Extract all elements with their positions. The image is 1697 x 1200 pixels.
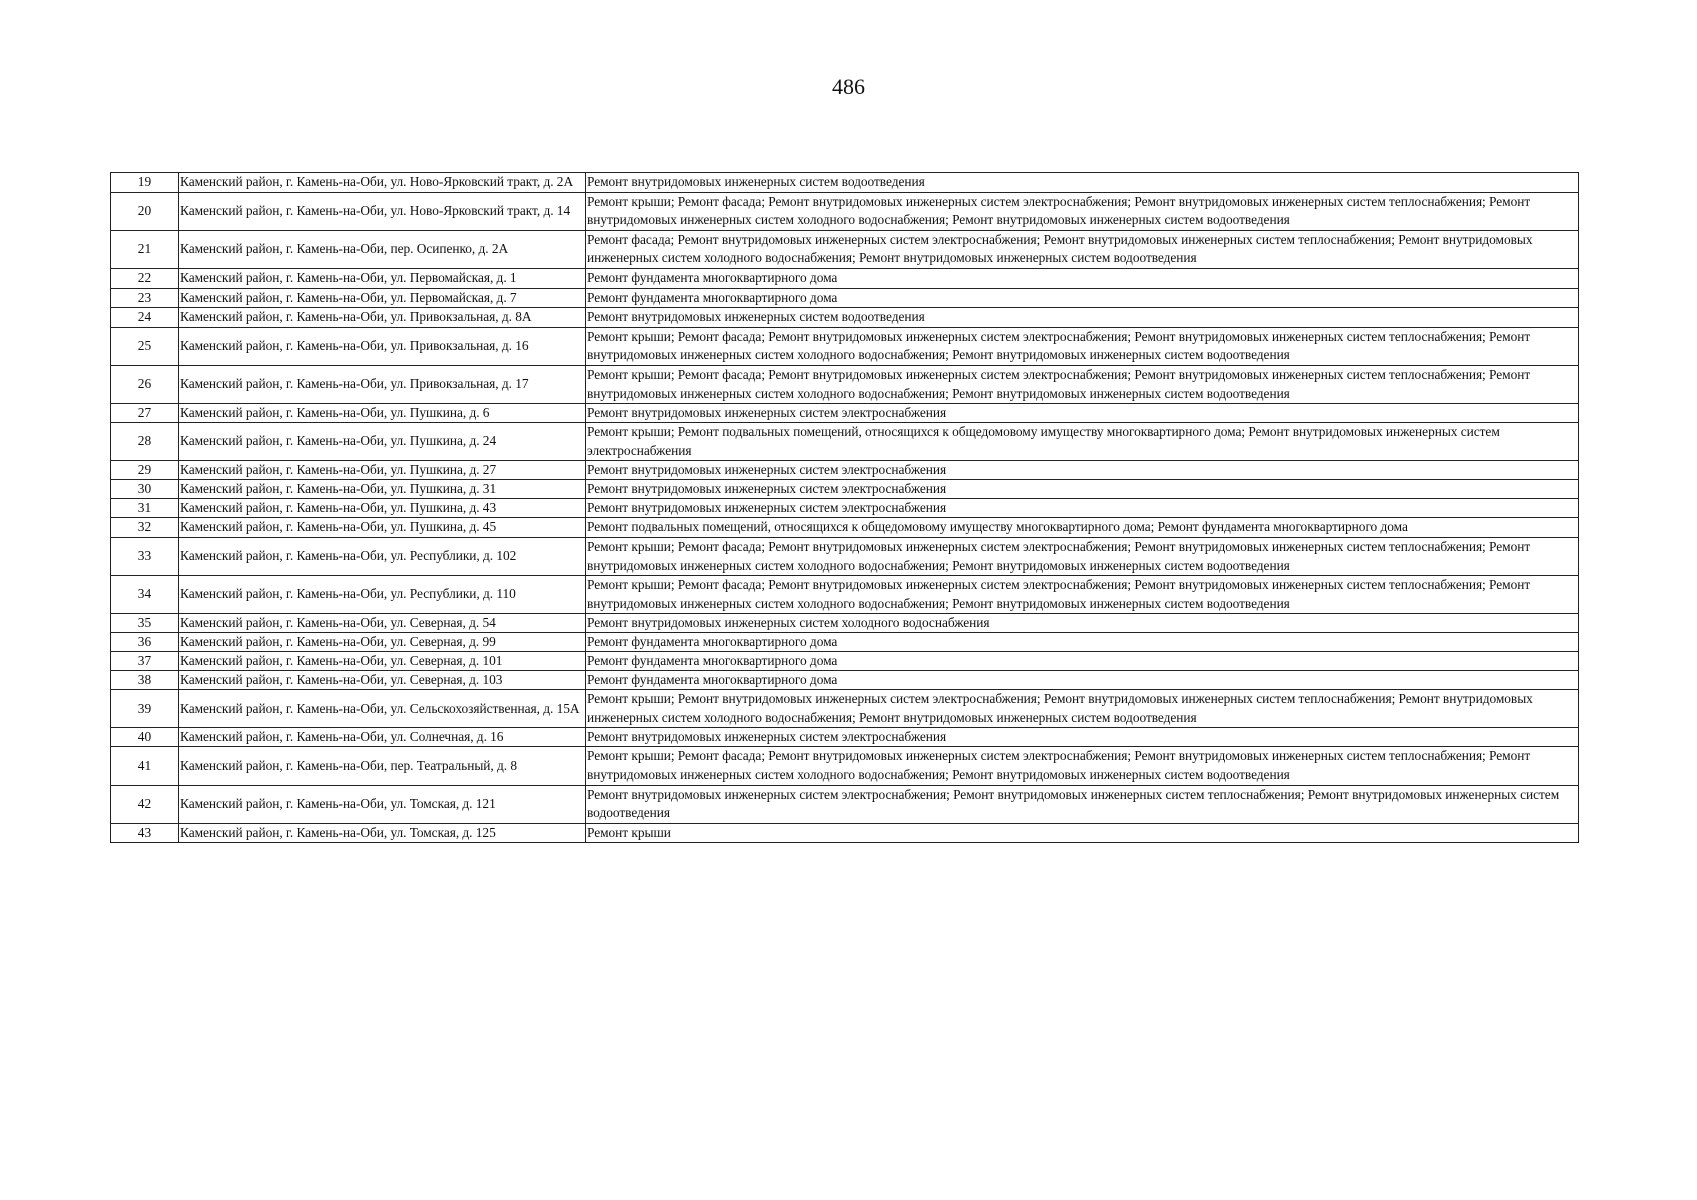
address-cell: Каменский район, г. Камень-на-Оби, ул. Пушкина, д. 43 bbox=[179, 499, 586, 518]
table-row bbox=[111, 747, 1579, 785]
row-number-cell: 37 bbox=[111, 652, 179, 671]
address-cell: Каменский район, г. Камень-на-Оби, ул. Привокзальная, д. 16 bbox=[179, 327, 586, 365]
works-cell: Ремонт внутридомовых инженерных систем холодного водоснабжения bbox=[586, 614, 1579, 633]
row-number-cell: 19 bbox=[111, 173, 179, 193]
row-number-cell: 30 bbox=[111, 480, 179, 499]
address-cell: Каменский район, г. Камень-на-Оби, пер. Театральный, д. 8 bbox=[179, 747, 586, 785]
address-cell: Каменский район, г. Камень-на-Оби, ул. Томская, д. 121 bbox=[179, 785, 586, 823]
table-row bbox=[111, 576, 1579, 614]
row-number-cell: 29 bbox=[111, 461, 179, 480]
works-cell: Ремонт внутридомовых инженерных систем электроснабжения; Ремонт внутридомовых инженерных систем теплоснабжения; Ремонт внутридомовых инженерных систем водоотведения bbox=[586, 785, 1579, 823]
table-row bbox=[111, 671, 1579, 690]
table-row bbox=[111, 423, 1579, 461]
table-row bbox=[111, 327, 1579, 365]
row-number-cell: 34 bbox=[111, 576, 179, 614]
table-row bbox=[111, 268, 1579, 288]
works-cell: Ремонт крыши; Ремонт фасада; Ремонт внутридомовых инженерных систем электроснабжения; Ремонт внутридомовых инженерных систем теплоснабжения; Ремонт внутридомовых инженерных систем холодного водоснабжения; Ремонт внутридомовых инженерных систем водоотведения bbox=[586, 576, 1579, 614]
address-cell: Каменский район, г. Камень-на-Оби, пер. Осипенко, д. 2А bbox=[179, 230, 586, 268]
table-row bbox=[111, 288, 1579, 308]
address-cell: Каменский район, г. Камень-на-Оби, ул. Республики, д. 102 bbox=[179, 537, 586, 575]
address-cell: Каменский район, г. Камень-на-Оби, ул. Северная, д. 54 bbox=[179, 614, 586, 633]
row-number-cell: 33 bbox=[111, 537, 179, 575]
address-cell: Каменский район, г. Камень-на-Оби, ул. Пушкина, д. 45 bbox=[179, 518, 586, 538]
row-number-cell: 38 bbox=[111, 671, 179, 690]
row-number-cell: 20 bbox=[111, 192, 179, 230]
page-number: 486 bbox=[832, 74, 865, 99]
row-number-cell: 31 bbox=[111, 499, 179, 518]
table-row bbox=[111, 785, 1579, 823]
works-cell: Ремонт внутридомовых инженерных систем водоотведения bbox=[586, 308, 1579, 328]
table-row bbox=[111, 461, 1579, 480]
row-number-cell: 35 bbox=[111, 614, 179, 633]
table-row bbox=[111, 404, 1579, 423]
works-cell: Ремонт подвальных помещений, относящихся к общедомовому имуществу многоквартирного дома; Ремонт фундамента многоквартирного дома bbox=[586, 518, 1579, 538]
works-cell: Ремонт фундамента многоквартирного дома bbox=[586, 671, 1579, 690]
table-row bbox=[111, 192, 1579, 230]
works-cell: Ремонт фундамента многоквартирного дома bbox=[586, 652, 1579, 671]
address-cell: Каменский район, г. Камень-на-Оби, ул. Томская, д. 125 bbox=[179, 823, 586, 842]
table-row bbox=[111, 499, 1579, 518]
works-cell: Ремонт внутридомовых инженерных систем водоотведения bbox=[586, 173, 1579, 193]
row-number-cell: 41 bbox=[111, 747, 179, 785]
row-number-cell: 27 bbox=[111, 404, 179, 423]
works-cell: Ремонт внутридомовых инженерных систем электроснабжения bbox=[586, 480, 1579, 499]
address-cell: Каменский район, г. Камень-на-Оби, ул. Республики, д. 110 bbox=[179, 576, 586, 614]
table-row bbox=[111, 823, 1579, 842]
address-cell: Каменский район, г. Камень-на-Оби, ул. Первомайская, д. 1 bbox=[179, 268, 586, 288]
address-cell: Каменский район, г. Камень-на-Оби, ул. Ново-Ярковский тракт, д. 2А bbox=[179, 173, 586, 193]
works-cell: Ремонт фундамента многоквартирного дома bbox=[586, 288, 1579, 308]
table-body bbox=[111, 173, 1579, 843]
row-number-cell: 25 bbox=[111, 327, 179, 365]
table-row bbox=[111, 633, 1579, 652]
address-cell: Каменский район, г. Камень-на-Оби, ул. Сельскохозяйственная, д. 15А bbox=[179, 690, 586, 728]
table-row bbox=[111, 652, 1579, 671]
works-cell: Ремонт фасада; Ремонт внутридомовых инженерных систем электроснабжения; Ремонт внутридомовых инженерных систем теплоснабжения; Ремонт внутридомовых инженерных систем холодного водоснабжения; Ремонт внутридомовых инженерных систем водоотведения bbox=[586, 230, 1579, 268]
works-cell: Ремонт крыши; Ремонт фасада; Ремонт внутридомовых инженерных систем электроснабжения; Ремонт внутридомовых инженерных систем теплоснабжения; Ремонт внутридомовых инженерных систем холодного водоснабжения; Ремонт внутридомовых инженерных систем водоотведения bbox=[586, 365, 1579, 403]
address-cell: Каменский район, г. Камень-на-Оби, ул. Ново-Ярковский тракт, д. 14 bbox=[179, 192, 586, 230]
table-row bbox=[111, 308, 1579, 328]
address-cell: Каменский район, г. Камень-на-Оби, ул. Привокзальная, д. 17 bbox=[179, 365, 586, 403]
table-row bbox=[111, 480, 1579, 499]
address-cell: Каменский район, г. Камень-на-Оби, ул. Северная, д. 103 bbox=[179, 671, 586, 690]
works-cell: Ремонт внутридомовых инженерных систем электроснабжения bbox=[586, 728, 1579, 747]
row-number-cell: 36 bbox=[111, 633, 179, 652]
row-number-cell: 23 bbox=[111, 288, 179, 308]
address-cell: Каменский район, г. Камень-на-Оби, ул. Пушкина, д. 31 bbox=[179, 480, 586, 499]
row-number-cell: 32 bbox=[111, 518, 179, 538]
works-cell: Ремонт внутридомовых инженерных систем электроснабжения bbox=[586, 404, 1579, 423]
table-row bbox=[111, 614, 1579, 633]
table-row bbox=[111, 518, 1579, 538]
repair-table bbox=[110, 172, 1579, 843]
address-cell: Каменский район, г. Камень-на-Оби, ул. Солнечная, д. 16 bbox=[179, 728, 586, 747]
address-cell: Каменский район, г. Камень-на-Оби, ул. Северная, д. 99 bbox=[179, 633, 586, 652]
row-number-cell: 26 bbox=[111, 365, 179, 403]
row-number-cell: 28 bbox=[111, 423, 179, 461]
works-cell: Ремонт крыши; Ремонт внутридомовых инженерных систем электроснабжения; Ремонт внутридомовых инженерных систем теплоснабжения; Ремонт внутридомовых инженерных систем холодного водоснабжения; Ремонт внутридомовых инженерных систем водоотведения bbox=[586, 690, 1579, 728]
row-number-cell: 40 bbox=[111, 728, 179, 747]
row-number-cell: 22 bbox=[111, 268, 179, 288]
works-cell: Ремонт фундамента многоквартирного дома bbox=[586, 268, 1579, 288]
row-number-cell: 39 bbox=[111, 690, 179, 728]
address-cell: Каменский район, г. Камень-на-Оби, ул. Пушкина, д. 27 bbox=[179, 461, 586, 480]
row-number-cell: 42 bbox=[111, 785, 179, 823]
works-cell: Ремонт внутридомовых инженерных систем электроснабжения bbox=[586, 499, 1579, 518]
works-cell: Ремонт крыши; Ремонт фасада; Ремонт внутридомовых инженерных систем электроснабжения; Ремонт внутридомовых инженерных систем теплоснабжения; Ремонт внутридомовых инженерных систем холодного водоснабжения; Ремонт внутридомовых инженерных систем водоотведения bbox=[586, 192, 1579, 230]
table-row bbox=[111, 173, 1579, 193]
table-row bbox=[111, 230, 1579, 268]
works-cell: Ремонт внутридомовых инженерных систем электроснабжения bbox=[586, 461, 1579, 480]
address-cell: Каменский район, г. Камень-на-Оби, ул. Пушкина, д. 24 bbox=[179, 423, 586, 461]
works-cell: Ремонт крыши bbox=[586, 823, 1579, 842]
row-number-cell: 24 bbox=[111, 308, 179, 328]
address-cell: Каменский район, г. Камень-на-Оби, ул. Привокзальная, д. 8А bbox=[179, 308, 586, 328]
works-cell: Ремонт крыши; Ремонт фасада; Ремонт внутридомовых инженерных систем электроснабжения; Ремонт внутридомовых инженерных систем теплоснабжения; Ремонт внутридомовых инженерных систем холодного водоснабжения; Ремонт внутридомовых инженерных систем водоотведения bbox=[586, 327, 1579, 365]
works-cell: Ремонт фундамента многоквартирного дома bbox=[586, 633, 1579, 652]
row-number-cell: 21 bbox=[111, 230, 179, 268]
table-row bbox=[111, 537, 1579, 575]
address-cell: Каменский район, г. Камень-на-Оби, ул. Северная, д. 101 bbox=[179, 652, 586, 671]
works-cell: Ремонт крыши; Ремонт подвальных помещений, относящихся к общедомовому имуществу многоквартирного дома; Ремонт внутридомовых инженерных систем электроснабжения bbox=[586, 423, 1579, 461]
address-cell: Каменский район, г. Камень-на-Оби, ул. Пушкина, д. 6 bbox=[179, 404, 586, 423]
table-row bbox=[111, 690, 1579, 728]
row-number-cell: 43 bbox=[111, 823, 179, 842]
repair-table-container bbox=[110, 172, 1578, 843]
table-row bbox=[111, 728, 1579, 747]
works-cell: Ремонт крыши; Ремонт фасада; Ремонт внутридомовых инженерных систем электроснабжения; Ремонт внутридомовых инженерных систем теплоснабжения; Ремонт внутридомовых инженерных систем холодного водоснабжения; Ремонт внутридомовых инженерных систем водоотведения bbox=[586, 537, 1579, 575]
address-cell: Каменский район, г. Камень-на-Оби, ул. Первомайская, д. 7 bbox=[179, 288, 586, 308]
table-row bbox=[111, 365, 1579, 403]
works-cell: Ремонт крыши; Ремонт фасада; Ремонт внутридомовых инженерных систем электроснабжения; Ремонт внутридомовых инженерных систем теплоснабжения; Ремонт внутридомовых инженерных систем холодного водоснабжения; Ремонт внутридомовых инженерных систем водоотведения bbox=[586, 747, 1579, 785]
